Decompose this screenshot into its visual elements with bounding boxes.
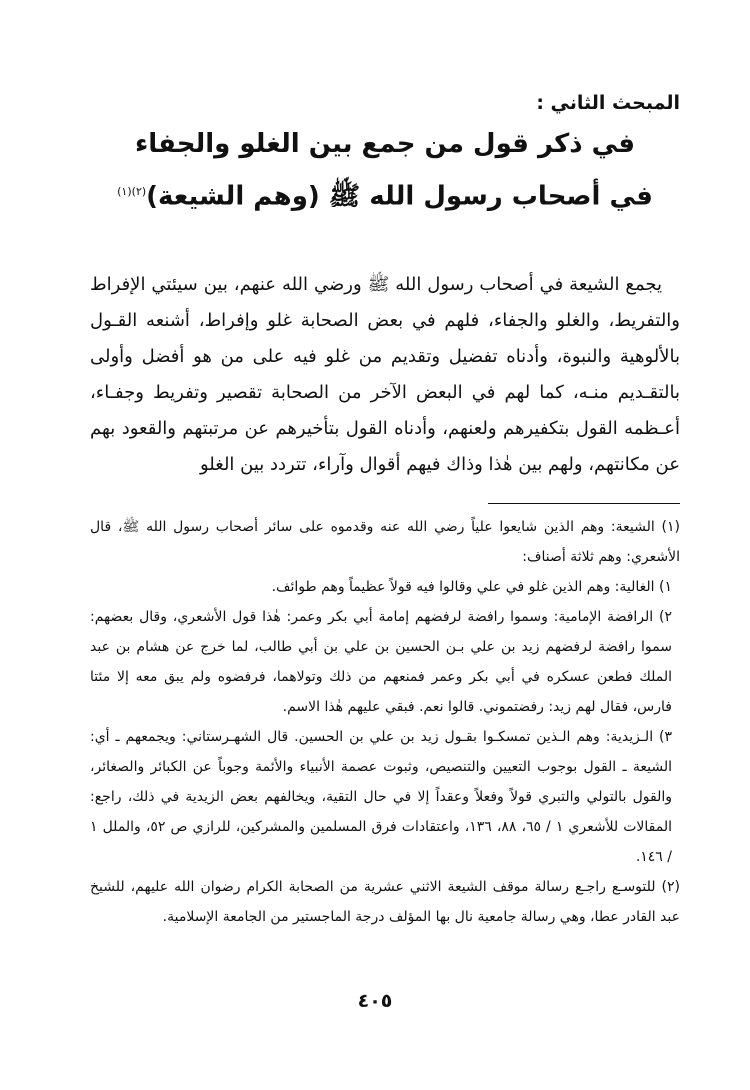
title-line-2	[90, 170, 680, 219]
title-line-1: في ذكر قول من جمع بين الغلو والجفاء	[134, 129, 636, 159]
title-line-2-text: في أصحاب رسول الله ﷺ (وهم الشيعة)	[146, 181, 653, 212]
footnote-2: (٢) للتوسـع راجـع رسالة موقف الشيعة الاثني عشرية من الصحابة الكرام رضوان الله عليهم، للشيخ عبد القادر عطا، وهي رسالة جامعية نال بها المؤلف درجة الماجستير من الجامعة الإسلامية.	[90, 878, 680, 925]
footnote-divider	[488, 503, 680, 504]
page-number: ٤٠٥	[357, 990, 393, 1012]
chapter-title	[90, 122, 680, 219]
footnote-divider-wrap	[90, 503, 680, 504]
footnote-1-item-3: ٣) الـزيدية: وهم الـذين تمسكـوا بقـول زيد بن علي بن الحسين. قال الشهـرستاني: ويجمعهم ـ أي: الشيعة ـ القول بوجوب التعيين والتنصيص، وثبوت عصمة الأنبياء والأئمة وجوباً عن الكبائر والصغائر، والقول بالتولي والتبري قولاً وفعلاً وعقداً إلا في حال التقية، ويخالفهم بعض الزيدية في ذلك، راجع: المقالات للأشعري ١ / ٦٥، ٨٨، ١٣٦، واعتقادات فرق المسلمين والمشركين، للرازي ص ٥٢، والملل ١ / ١٤٦.	[90, 728, 672, 865]
page-content	[90, 88, 680, 932]
footnote-1-item-1: ١) الغالية: وهم الذين غلو في علي وقالوا فيه قولاً عظيماً وهم طوائف.	[271, 578, 672, 595]
title-footnote-marks: (٢)(١)	[117, 185, 147, 198]
footnotes	[90, 512, 680, 932]
body-paragraph: يجمع الشيعة في أصحاب رسول الله ﷺ ورضي الله عنهم، بين سيئتي الإفراط والتفريط، والغلو والجفاء، فلهم في بعض الصحابة غلو وإفراط، أشنعه القـول بالألوهية والنبوة، وأدناه تفضيل وتقديم من غلو فيه على من هو أفضل وأولى بالتقـديم منـه، كما لهم في البعض الآخر من الصحابة تقصير وتفريط وجفـاء، أعـظمه القول بتكفيرهم ولعنهم، وأدناه القول بتأخيرهم عن مرتبتهم والقعود بهم عن مكانتهم، ولهم بين هٰذا وذاك فيهم أقوال وآراء، تتردد بين الغلو	[90, 273, 680, 475]
footnote-1: (١) الشيعة: وهم الذين شايعوا علياً رضي الله عنه وقدموه على سائر أصحاب رسول الله ﷺ، قال الأشعري: وهم ثلاثة أصناف:	[90, 518, 680, 565]
section-label: المبحث الثاني :	[536, 92, 680, 114]
footnote-1-item-2: ٢) الرافضة الإمامية: وسموا رافضة لرفضهم إمامة أبي بكر وعمر: هٰذا قول الأشعري، وقال بعضهم: سموا رافضة لرفضهم زيد بن علي بـن الحسين بن علي بن أبي طالب، لما خرج عن هشام بن عبد الملك فطعن عسكره في أبي بكر وعمر فمنعهم من ذلك وتولاهما، فرفضوه ولم يبق معه إلا مئتا فارس، فقال لهم زيد: رفضتموني. قالوا نعم. فبقي عليهم هٰذا الاسم.	[90, 608, 672, 715]
